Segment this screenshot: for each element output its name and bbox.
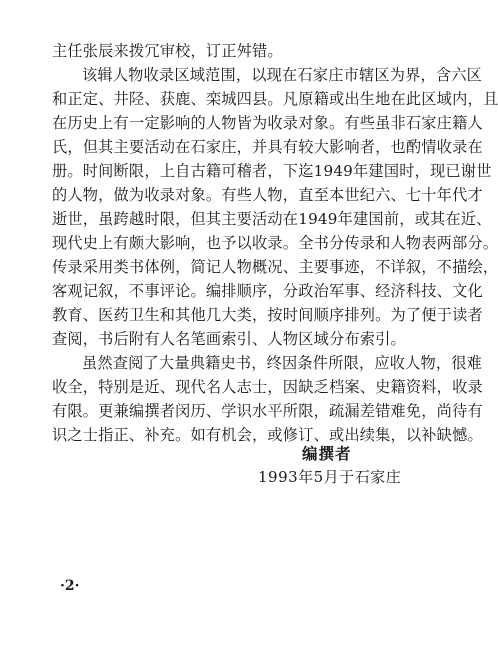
paragraph-2-line-12: 查阅，书后附有人名笔画索引、人物区域分布索引。 (52, 330, 406, 348)
paragraph-2-line-2: 和正定、井陉、获鹿、栾城四县。凡原籍或出生地在此区域内，且 (52, 90, 498, 108)
paragraph-2-line-10: 客观记叙，不事评论。编排顺序，分政治军事、经济科技、文化 (52, 282, 483, 300)
paragraph-2-line-8: 现代史上有颇大影响，也予以收录。全书分传录和人物表两部分。 (52, 234, 498, 252)
paragraph-1-line-1: 主任张辰来拨冗审校，订正舛错。 (52, 42, 283, 60)
paragraph-2-line-1: 该辑人物收录区域范围，以现在石家庄市辖区为界，含六区 (82, 66, 483, 84)
signature-date: 1993年5月于石家庄 (258, 468, 402, 486)
paragraph-3-line-4: 识之士指正、补充。如有机会，或修订、或出续集，以补缺憾。 (52, 426, 483, 444)
paragraph-3-line-2: 收全，特别是近、现代名人志士，因缺乏档案、史籍资料，收录 (52, 378, 483, 396)
paragraph-2-line-5: 册。时间断限，上自古籍可稽者，下迄1949年建国时，现已谢世 (52, 162, 492, 180)
page-number: ·2· (60, 578, 80, 594)
signature-author: 编撰者 (302, 444, 352, 463)
paragraph-3-line-1: 虽然查阅了大量典籍史书，终因条件所限，应收人物，很难 (82, 354, 483, 372)
paragraph-2-line-6: 的人物，做为收录对象。有些人物，直至本世纪六、七十年代才 (52, 186, 483, 204)
paragraph-2-line-4: 氏，但其主要活动在石家庄，并具有较大影响者，也酌情收录在 (52, 138, 483, 156)
paragraph-3-line-3: 有限。更兼编撰者闵历、学识水平所限，疏漏差错难免，尚待有 (52, 402, 483, 420)
paragraph-2-line-11: 教育、医药卫生和其他几大类，按时间顺序排列。为了便于读者 (52, 306, 483, 324)
paragraph-2-line-3: 在历史上有一定影响的人物皆为收录对象。有些虽非石家庄籍人 (52, 114, 483, 132)
paragraph-2-line-7: 逝世，虽跨越时限，但其主要活动在1949年建国前，或其在近、 (52, 210, 492, 228)
paragraph-2-line-9: 传录采用类书体例，简记人物概况、主要事迹，不详叙，不描绘， (52, 258, 498, 276)
